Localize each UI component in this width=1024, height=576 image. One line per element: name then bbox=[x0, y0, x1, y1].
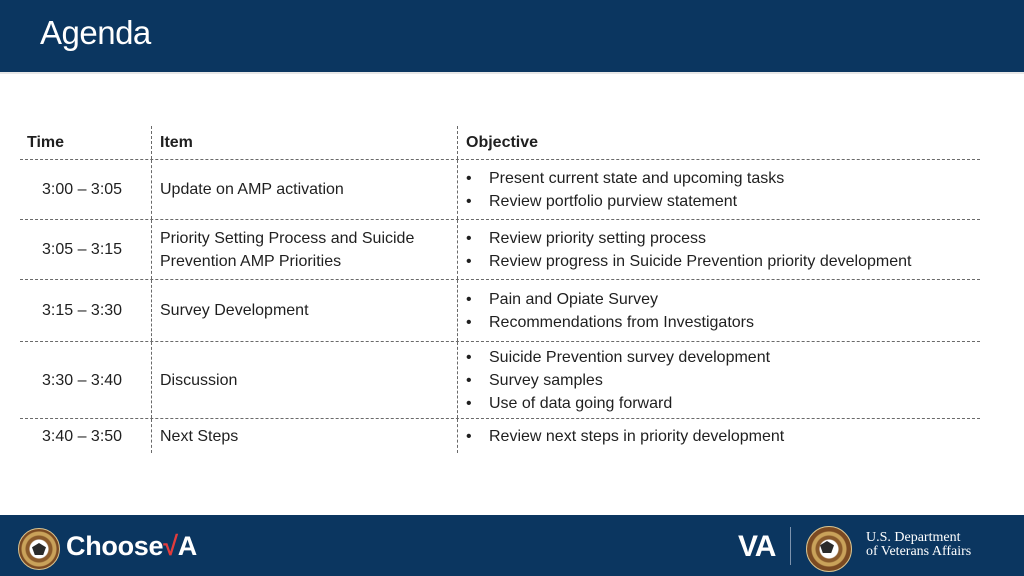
column-header-item: Item bbox=[151, 126, 457, 159]
table-row bbox=[20, 160, 980, 220]
objective-bullet: • Use of data going forward bbox=[466, 392, 770, 415]
department-line-1: U.S. Department bbox=[866, 530, 961, 545]
table-row bbox=[20, 280, 980, 342]
objective-bullet: • Review portfolio purview statement bbox=[466, 190, 784, 213]
table-row bbox=[20, 220, 980, 280]
item-cell: Survey Development bbox=[151, 280, 457, 341]
time-cell: 3:05 – 3:15 bbox=[42, 241, 123, 258]
table-header bbox=[20, 126, 980, 160]
objective-bullet: • Suicide Prevention survey development bbox=[466, 346, 770, 369]
brand-prefix: Choose bbox=[66, 531, 164, 561]
item-cell: Priority Setting Process and Suicide Prevention AMP Priorities bbox=[151, 220, 457, 279]
objective-bullet: • Recommendations from Investigators bbox=[466, 311, 754, 334]
item-cell: Discussion bbox=[151, 342, 457, 418]
va-logo: VA bbox=[738, 530, 776, 563]
checkmark-icon: √ bbox=[163, 531, 178, 561]
department-name bbox=[866, 531, 971, 559]
time-cell: 3:00 – 3:05 bbox=[42, 181, 123, 198]
department-seal-icon bbox=[806, 526, 852, 572]
choose-va-logo bbox=[66, 531, 197, 562]
objective-bullet: • Review progress in Suicide Prevention priority development bbox=[466, 250, 911, 273]
department-line-2: of Veterans Affairs bbox=[866, 544, 972, 559]
column-header-time: Time bbox=[27, 134, 65, 151]
page-title: Agenda bbox=[40, 14, 151, 51]
time-cell: 3:30 – 3:40 bbox=[42, 371, 123, 389]
objective-cell bbox=[457, 280, 980, 341]
va-seal-icon bbox=[18, 528, 60, 570]
agenda-table bbox=[20, 126, 980, 453]
column-header-objective: Objective bbox=[457, 126, 980, 159]
objective-bullet: • Review priority setting process bbox=[466, 227, 911, 250]
item-cell: Update on AMP activation bbox=[151, 160, 457, 219]
table-row bbox=[20, 419, 980, 453]
objective-cell bbox=[457, 160, 980, 219]
header-bar bbox=[0, 0, 1024, 74]
objective-cell bbox=[457, 342, 980, 418]
item-cell: Next Steps bbox=[151, 419, 457, 453]
time-cell: 3:40 – 3:50 bbox=[42, 427, 123, 445]
objective-bullet: • Review next steps in priority development bbox=[466, 425, 784, 448]
time-cell: 3:15 – 3:30 bbox=[42, 302, 123, 319]
objective-bullet: • Survey samples bbox=[466, 369, 770, 392]
objective-bullet: • Pain and Opiate Survey bbox=[466, 288, 754, 311]
footer-divider bbox=[790, 527, 791, 565]
table-row bbox=[20, 342, 980, 419]
objective-cell bbox=[457, 419, 980, 453]
brand-suffix: A bbox=[177, 531, 197, 561]
objective-cell bbox=[457, 220, 980, 279]
objective-bullet: • Present current state and upcoming tasks bbox=[466, 167, 784, 190]
